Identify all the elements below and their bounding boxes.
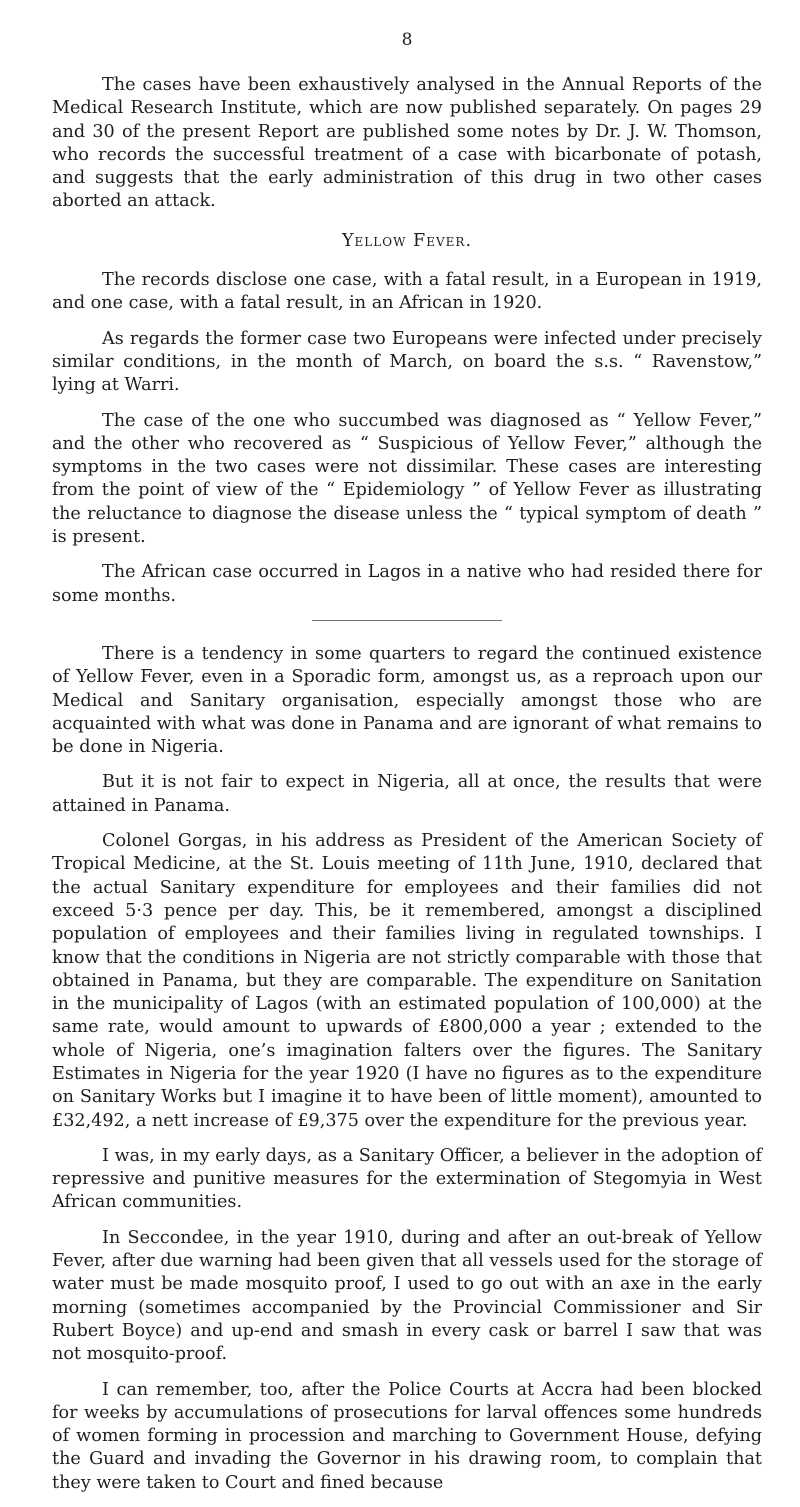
paragraph: As regards the former case two Europeans were infected under precisely similar conditions, in the month of March, on board the s.s. “ Ravenstow,” lying at Warri. (52, 328, 762, 396)
section-divider (312, 620, 502, 621)
page-number: 8 (401, 30, 413, 50)
paragraph: But it is not fair to expect in Nigeria, all at once, the results that were attained in Panama. (52, 772, 762, 816)
section-heading: Yellow Fever. (341, 230, 473, 251)
paragraph: The records disclose one case, with a fatal result, in a European in 1919, and one case, with a fatal result, in an African in 1920. (52, 270, 762, 314)
paragraph: There is a tendency in some quarters to regard the continued existence of Yellow Fever, even in a Sporadic form, amongst us, as a reproach upon our Medical and Sanitary organisation, especially amongst those who are acquainted with what was done in Panama and are ignorant of what remains to be done in Nigeria. (52, 643, 762, 758)
paragraph: The cases have been exhaustively analysed in the Annual Reports of the Medical Research Institute, which are now published separately. On pages 29 and 30 of the present Report are published some notes by Dr. J. W. Thomson, who records the successful treatment of a case with bicarbonate of potash, and suggests that the early administration of this drug in two other cases aborted an attack. (52, 75, 762, 212)
paragraph: The case of the one who succumbed was diagnosed as “ Yellow Fever,” and the other who recovered as “ Suspicious of Yellow Fever,” although the symptoms in the two cases were not dissimilar. These cases are interesting from the point of view of the “ Epidemiology ” of Yellow Fever as illustrating the reluctance to diagnose the disease unless the “ typical symptom of death ” is present. (52, 410, 762, 548)
paragraph: I can remember, too, after the Police Courts at Accra had been blocked for weeks by accumulations of prosecutions for larval offences some hundreds of women forming in procession and marching to Government House, defying the Guard and invading the Governor in his drawing room, to complain that they were taken to Court and fined because (52, 1379, 762, 1493)
paragraph: The African case occurred in Lagos in a native who had resided there for some months. (52, 562, 762, 606)
paragraph: I was, in my early days, as a Sanitary Officer, a believer in the adoption of repressive and punitive measures for the extermination of Stegomyia in West African communities. (52, 1145, 762, 1213)
paragraph: In Seccondee, in the year 1910, during and after an out-break of Yellow Fever, after due warning had been given that all vessels used for the storage of water must be made mosquito proof, I used to go out with an axe in the early morning (sometimes accompanied by the Provincial Commissioner and Sir Rubert Boyce) and up-end and smash in every cask or barrel I saw that was not mosquito-proof. (52, 1227, 762, 1365)
body-text (52, 74, 762, 1507)
paragraph: Colonel Gorgas, in his address as President of the American Society of Tropical Medicine, at the St. Louis meeting of 11th June, 1910, declared that the actual Sanitary expenditure for employees and their families did not exceed 5·3 pence per day. This, be it remembered, amongst a disciplined population of employees and their families living in regulated townships. I know that the conditions in Nigeria are not strictly comparable with those that obtained in Panama, but they are comparable. The expenditure on Sanitation in the municipality of Lagos (with an estimated population of 100,000) at the same rate, would amount to upwards of £800,000 a year ; extended to the whole of Nigeria, one’s imagination falters over the figures. The Sanitary Estimates in Nigeria for the year 1920 (I have no figures as to the expenditure on Sanitary Works but I imagine it to have been of little moment), amounted to £32,492, a nett increase of £9,375 over the expenditure for the previous year. (52, 831, 762, 1131)
